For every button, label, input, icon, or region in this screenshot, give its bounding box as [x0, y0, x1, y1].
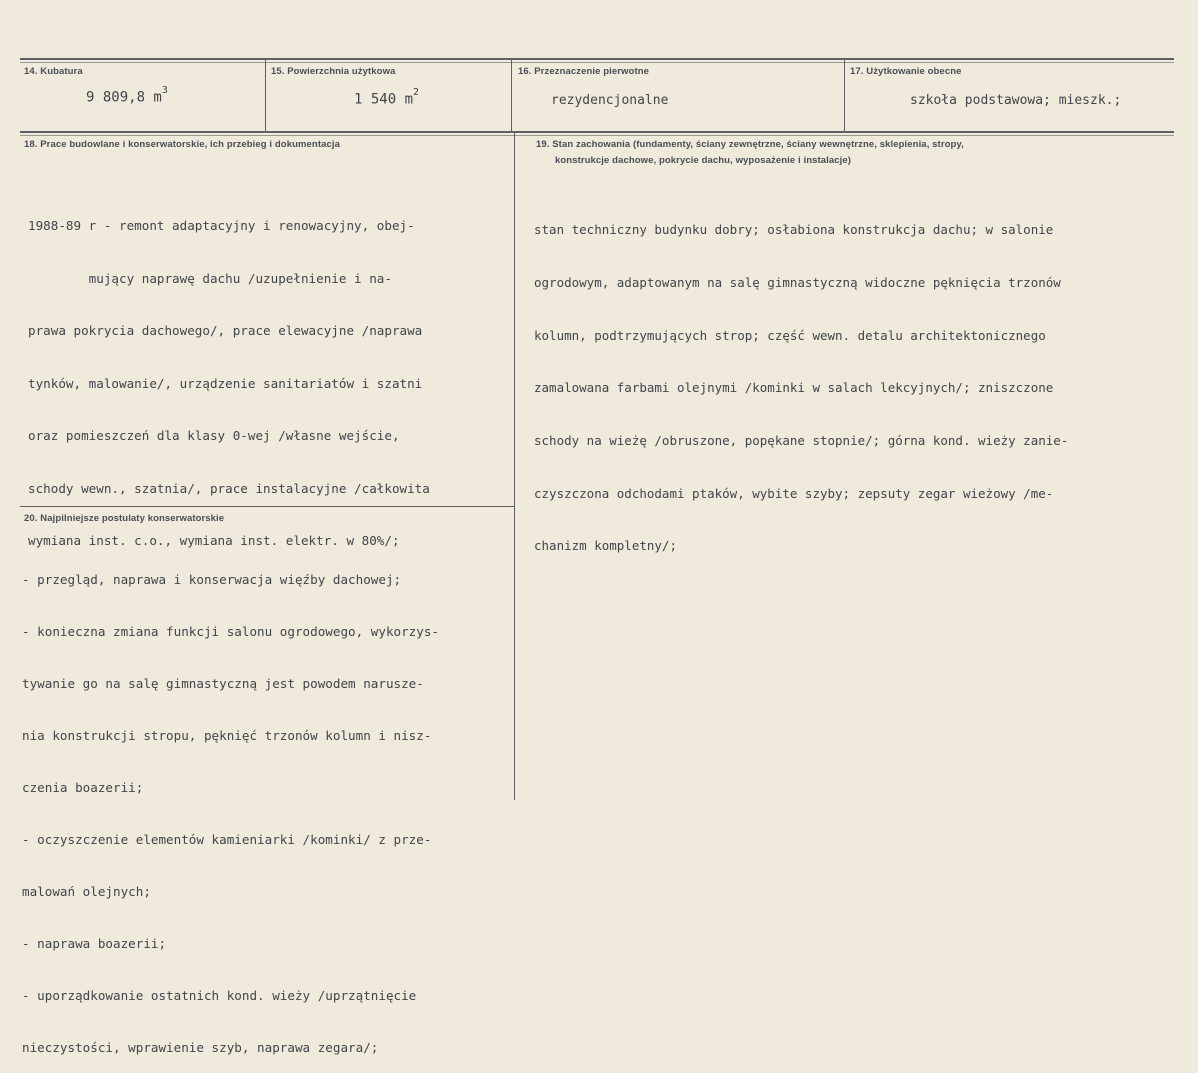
postulaty-line: - oczyszczenie elementów kamieniarki /kominki/ z prze-	[22, 831, 432, 847]
prace-label: 18. Prace budowlane i konserwatorskie, ich przebieg i dokumentacja	[24, 139, 340, 150]
mid-rule-thin	[20, 135, 1174, 136]
postulaty-line: - konieczna zmiana funkcji salonu ogrodowego, wykorzys-	[22, 624, 440, 640]
kubatura-exponent: 3	[161, 85, 168, 96]
prace-line: tynków, malowanie/, urządzenie sanitariatów i szatni	[28, 375, 423, 391]
postulaty-line: - uporządkowanie ostatnich kond. wieży /uprzątnięcie	[22, 987, 417, 1003]
uzytkowanie-value: szkoła podstawowa; mieszk.;	[910, 93, 1122, 108]
prace-line: schody wewn., szatnia/, prace instalacyjne /całkowita	[28, 480, 430, 496]
stan-line: ogrodowym, adaptowanym na salę gimnastyczną widoczne pęknięcia trzonów	[534, 274, 1061, 290]
przeznaczenie-value: rezydencjonalne	[551, 93, 669, 108]
stan-text	[534, 186, 1068, 572]
postulaty-line: tywanie go na salę gimnastyczną jest powodem narusze-	[22, 676, 424, 692]
stan-line: stan techniczny budynku dobry; osłabiona konstrukcja dachu; w salonie	[534, 222, 1054, 238]
stan-line: chanizm kompletny/;	[534, 538, 677, 554]
mid-rule	[20, 131, 1174, 133]
stan-line: schody na wieżę /obruszone, popękane stopnie/; górna kond. wieży zanie-	[534, 432, 1069, 448]
postulaty-line: nia konstrukcji stropu, pęknięć trzonów kolumn i nisz-	[22, 728, 432, 744]
postulaty-line: nieczystości, wprawienie szyb, naprawa zegara/;	[22, 1039, 379, 1055]
top-rule-thin	[20, 62, 1174, 63]
uzytkowanie-label: 17. Użytkowanie obecne	[850, 66, 962, 77]
stan-line: czyszczona odchodami ptaków, wybite szyby; zepsuty zegar wieżowy /me-	[534, 485, 1054, 501]
divider-14-15	[265, 60, 266, 133]
powierzchnia-number: 1 540 m	[354, 91, 414, 108]
postulaty-line: - przegląd, naprawa i konserwacja więźby dachowej;	[22, 572, 402, 588]
stan-line: kolumn, podtrzymujących strop; część wewn. detalu architektonicznego	[534, 327, 1046, 343]
stan-line: zamalowana farbami olejnymi /kominki w salach lekcyjnych/; zniszczone	[534, 380, 1054, 396]
powierzchnia-label: 15. Powierzchnia użytkowa	[271, 66, 396, 77]
kubatura-number: 9 809,8 m	[86, 89, 162, 106]
kubatura-label: 14. Kubatura	[24, 66, 83, 77]
stan-label-1: 19. Stan zachowania (fundamenty, ściany zewnętrzne, ściany wewnętrzne, sklepienia, stropy,	[536, 139, 964, 150]
prace-line: oraz pomieszczeń dla klasy 0-wej /własne wejście,	[28, 428, 400, 443]
postulaty-line: malowań olejnych;	[22, 883, 151, 899]
postulaty-label: 20. Najpilniejsze postulaty konserwatorskie	[24, 513, 225, 524]
powierzchnia-value	[354, 87, 420, 108]
postulaty-line: - naprawa boazerii;	[22, 935, 167, 951]
prace-line: wymiana inst. c.o., wymiana inst. elektr. w 80%/;	[28, 533, 400, 548]
powierzchnia-exponent: 2	[413, 87, 420, 98]
postulaty-text	[22, 537, 439, 1073]
kubatura-value	[86, 85, 168, 106]
divider-16-17	[844, 60, 845, 133]
postulaty-line: czenia boazerii;	[22, 780, 144, 796]
divider-15-16	[511, 60, 512, 133]
prace-line: mujący naprawę dachu /uzupełnienie i na-	[28, 270, 392, 286]
prace-line: prawa pokrycia dachowego/, prace elewacyjne /naprawa	[28, 323, 423, 338]
prace-line: 1988-89 r - remont adaptacyjny i renowacyjny, obej-	[28, 218, 415, 233]
stan-label-2: konstrukcje dachowe, pokrycie dachu, wyposażenie i instalacje)	[555, 155, 852, 166]
prace-text	[28, 182, 430, 567]
divider-main	[514, 133, 515, 800]
top-rule	[20, 58, 1174, 60]
przeznaczenie-label: 16. Przeznaczenie pierwotne	[518, 66, 649, 77]
